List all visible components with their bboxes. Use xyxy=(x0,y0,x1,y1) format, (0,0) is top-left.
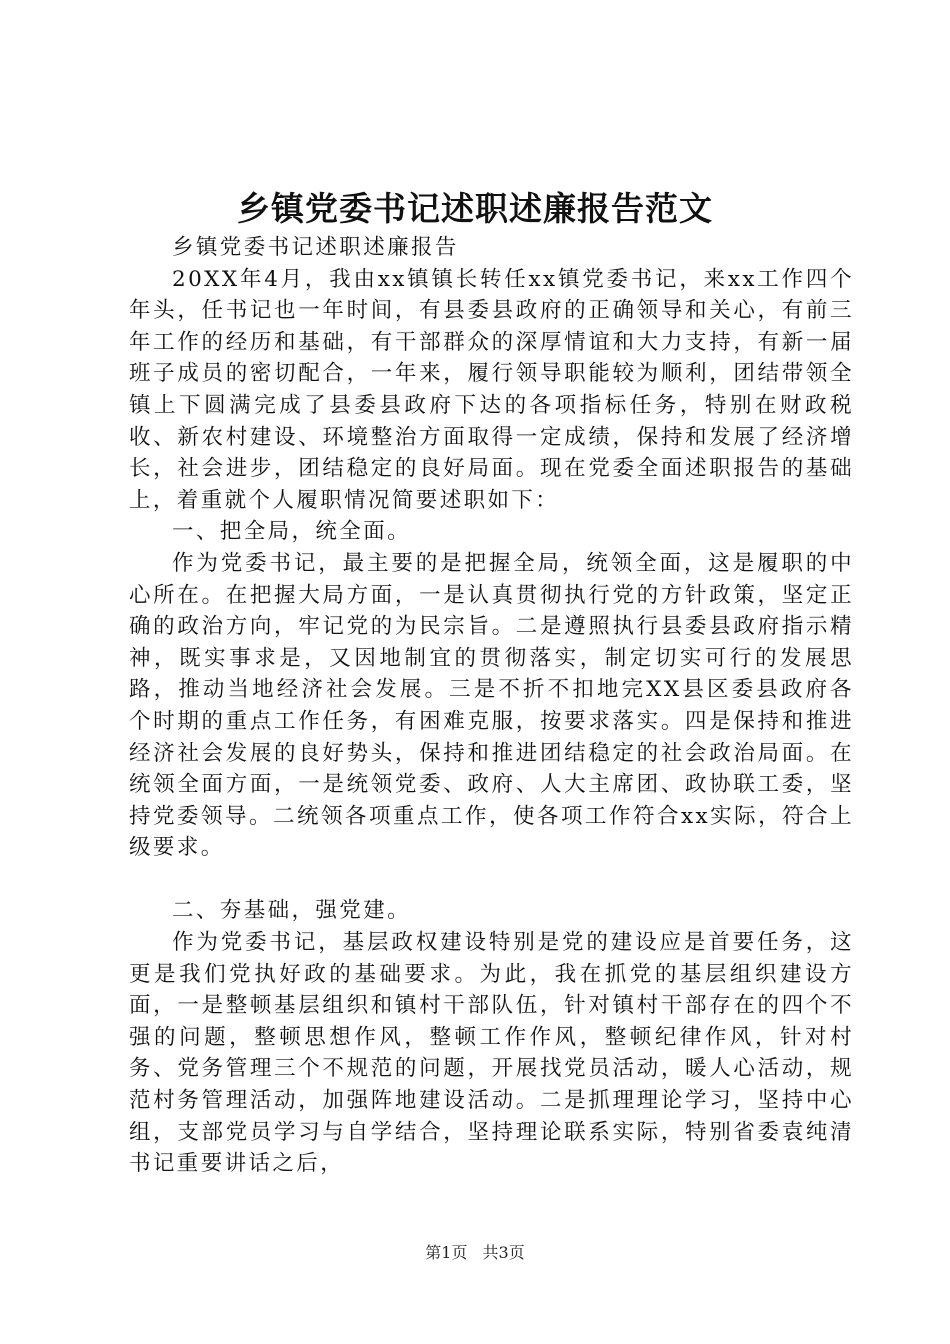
paragraph-intro: 20XX年4月，我由xx镇镇长转任xx镇党委书记，来xx工作四个年头，任书记也一年时间，有县委县政府的正确领导和关心，有前三年工作的经历和基础，有干部群众的深厚情谊和大力支持，有新一届班子成员的密切配合，一年来，履行领导职能较为顺利，团结带领全镇上下圆满完成了县委县政府下达的各项指标任务，特别在财政税收、新农村建设、环境整治方面取得一定成绩，保持和发展了经济增长，社会进步，团结稳定的良好局面。现在党委全面述职报告的基础上，着重就个人履职情况简要述职如下： xyxy=(129,266,854,513)
section-heading-2: 二、夯基础，强党建。 xyxy=(172,898,412,924)
page-footer xyxy=(0,1241,950,1265)
document-body xyxy=(129,232,854,1180)
page-number: 第1页 xyxy=(425,1243,468,1262)
paragraph-spacer xyxy=(129,864,854,896)
document-title: 乡镇党委书记述职述廉报告范文 xyxy=(237,189,713,228)
document-subtitle: 乡镇党委书记述职述廉报告 xyxy=(172,235,459,260)
paragraph-section-1: 作为党委书记，最主要的是把握全局，统领全面，这是履职的中心所在。在把握大局方面，一是认真贯彻执行党的方针政策，坚定正确的政治方向，牢记党的为民宗旨。二是遵照执行县委县政府指示精神，既实事求是，又因地制宜的贯彻落实，制定切实可行的发展思路，推动当地经济社会发展。三是不折不扣地完XX县区委县政府各个时期的重点工作任务，有困难克服，按要求落实。四是保持和推进经济社会发展的良好势头，保持和推进团结稳定的社会政治局面。在统领全面方面，一是统领党委、政府、人大主席团、政协联工委，坚持党委领导。二统领各项重点工作，使各项工作符合xx实际，符合上级要求。 xyxy=(129,550,854,861)
page-total: 共3页 xyxy=(482,1243,525,1262)
paragraph-section-2: 作为党委书记，基层政权建设特别是党的建设应是首要任务，这更是我们党执好政的基础要求。为此，我在抓党的基层组织建设方面，一是整顿基层组织和镇村干部队伍，针对镇村干部存在的四个不强的问题，整顿思想作风，整顿工作作风，整顿纪律作风，针对村务、党务管理三个不规范的问题，开展找党员活动，暖人心活动，规范村务管理活动，加强阵地建设活动。二是抓理理论学习，坚持中心组，支部党员学习与自学结合，坚持理论联系实际，特别省委袁纯清书记重要讲话之后， xyxy=(129,930,854,1177)
section-heading-1: 一、把全局，统全面。 xyxy=(172,519,412,545)
